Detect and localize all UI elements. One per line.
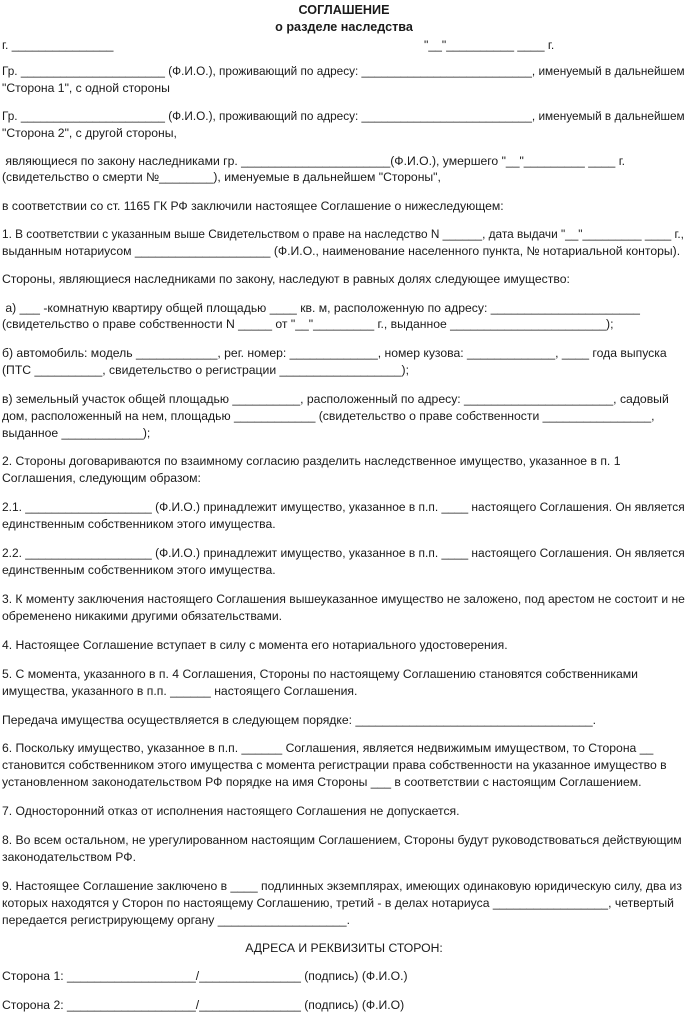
clause1-line2: выданным нотариусом ____________________ (Ф.И.О., наименование населенного пункта, № нотариальной конторы). — [2, 244, 681, 258]
heirs-line1: являющиеся по закону наследниками гр. ______________________(Ф.И.О.), умершего "__"_________ ____ г. — [2, 154, 626, 168]
clause2-1-line2: единственным собственником этого имущества. — [2, 517, 276, 531]
item-b-line2: (ПТС __________, свидетельство о регистрации __________________); — [2, 363, 409, 377]
clause3-line2: обременено никакими другими обязательствами. — [2, 609, 283, 623]
party1-line2: "Сторона 1", с одной стороны — [2, 81, 170, 95]
party2-line1: Гр. ______________________ (Ф.И.О.), проживающий по адресу: __________________________, именуемый в дальнейшем — [2, 110, 685, 123]
item-a-line2: (свидетельство о праве собственности N _____ от "__"_________ г., выданное _______________________); — [2, 317, 614, 331]
heirs-line2: (свидетельство о смерти №________), именуемые в дальнейшем "Стороны", — [2, 170, 441, 184]
item-v-line1: в) земельный участок общей площадью __________, расположенный по адресу: ______________________, садовый — [2, 392, 669, 406]
item-b-line1: б) автомобиль: модель ____________, рег. номер: _____________, номер кузова: _____________, ____ года выпуска — [2, 346, 667, 360]
signature-party1: Сторона 1: ___________________/_______________ (подпись) (Ф.И.О.) — [2, 969, 408, 983]
transfer-line: Передача имущества осуществляется в следующем порядке: ___________________________________. — [2, 713, 597, 727]
clause7-line: 7. Односторонний отказ от исполнения настоящего Соглашения не допускается. — [2, 804, 460, 818]
clause2-1-line1: 2.1. ___________________ (Ф.И.О.) принадлежит имущество, указанное в п.п. ____ настоящего Соглашения. Он является — [2, 500, 685, 514]
date-line: "__"__________ ____ г. — [424, 38, 555, 52]
clause2-line2: Соглашения, следующим образом: — [2, 471, 201, 485]
clause6-line3: установленном законодательством РФ порядке на имя Стороны ___ в соответствии с настоящим Соглашением. — [2, 775, 642, 789]
signature-party2: Сторона 2: ___________________/_______________ (подпись) (Ф.И.О) — [2, 998, 405, 1012]
clause9-line1: 9. Настоящее Соглашение заключено в ____ подлинных экземплярах, имеющих одинаковую юридическую силу, два из — [2, 879, 682, 893]
clause8-line1: 8. Во всем остальном, не урегулированном настоящим Соглашением, Стороны будут руководствоваться действующим — [2, 833, 682, 847]
addresses-heading: АДРЕСА И РЕКВИЗИТЫ СТОРОН: — [245, 941, 443, 955]
intro-line: в соответствии со ст. 1165 ГК РФ заключили настоящее Соглашение о нижеследующем: — [2, 199, 504, 213]
document-subtitle: о разделе наследства — [275, 20, 413, 34]
clause1-line1: 1. В соответствии с указанным выше Свидетельством о праве на наследство N ______, дата выдачи "__"_________ ____ г., — [2, 227, 684, 241]
clause2-line1: 2. Стороны договариваются по взаимному согласию разделить наследственное имущество, указанное в п. 1 — [2, 454, 621, 468]
clause2-2-line1: 2.2. ___________________ (Ф.И.О.) принадлежит имущество, указанное в п.п. ____ настоящего Соглашения. Он является — [2, 546, 685, 560]
clause9-line2: которых находятся у Сторон по настоящему Соглашению, третий - в делах нотариуса _________________, четвертый — [2, 896, 674, 910]
clause9-line3: передается регистрирующему органу ___________________. — [2, 913, 350, 927]
equal-shares-line: Стороны, являющиеся наследниками по закону, наследуют в равных долях следующее имущество: — [2, 272, 570, 286]
party2-line2: "Сторона 2", с другой стороны, — [2, 126, 177, 140]
item-a-line1: а) ___ -комнатную квартиру общей площадью ____ кв. м, расположенную по адресу: ______________________ — [2, 301, 640, 315]
party1-line1: Гр. ______________________ (Ф.И.О.), проживающий по адресу: __________________________, именуемый в дальнейшем — [2, 65, 685, 78]
clause8-line2: законодательством РФ. — [2, 850, 136, 864]
item-v-line2: дом, расположенный на нем, площадью ____________ (свидетельство о праве собственности ________________, — [2, 409, 655, 423]
item-v-line3: выданное ____________); — [2, 426, 151, 440]
clause5-line2: имущества, указанного в п.п. ______ настоящего Соглашения. — [2, 684, 358, 698]
clause6-line1: 6. Поскольку имущество, указанное в п.п. ______ Соглашения, является недвижимым имуществом, то Сторона __ — [2, 741, 654, 755]
place-line: г. _______________ — [2, 38, 114, 52]
document-title: СОГЛАШЕНИЕ — [298, 3, 390, 17]
clause2-2-line2: единственным собственником этого имущества. — [2, 563, 276, 577]
clause5-line1: 5. С момента, указанного в п. 4 Соглашения, Стороны по настоящему Соглашению становятся собственниками — [2, 667, 638, 681]
clause6-line2: становится собственником этого имущества с момента регистрации права собственности на указанное имущество в — [2, 758, 667, 772]
clause3-line1: 3. К моменту заключения настоящего Соглашения вышеуказанное имущество не заложено, под арестом не состоит и не — [2, 592, 685, 606]
clause4-line: 4. Настоящее Соглашение вступает в силу с момента его нотариального удостоверения. — [2, 638, 508, 652]
